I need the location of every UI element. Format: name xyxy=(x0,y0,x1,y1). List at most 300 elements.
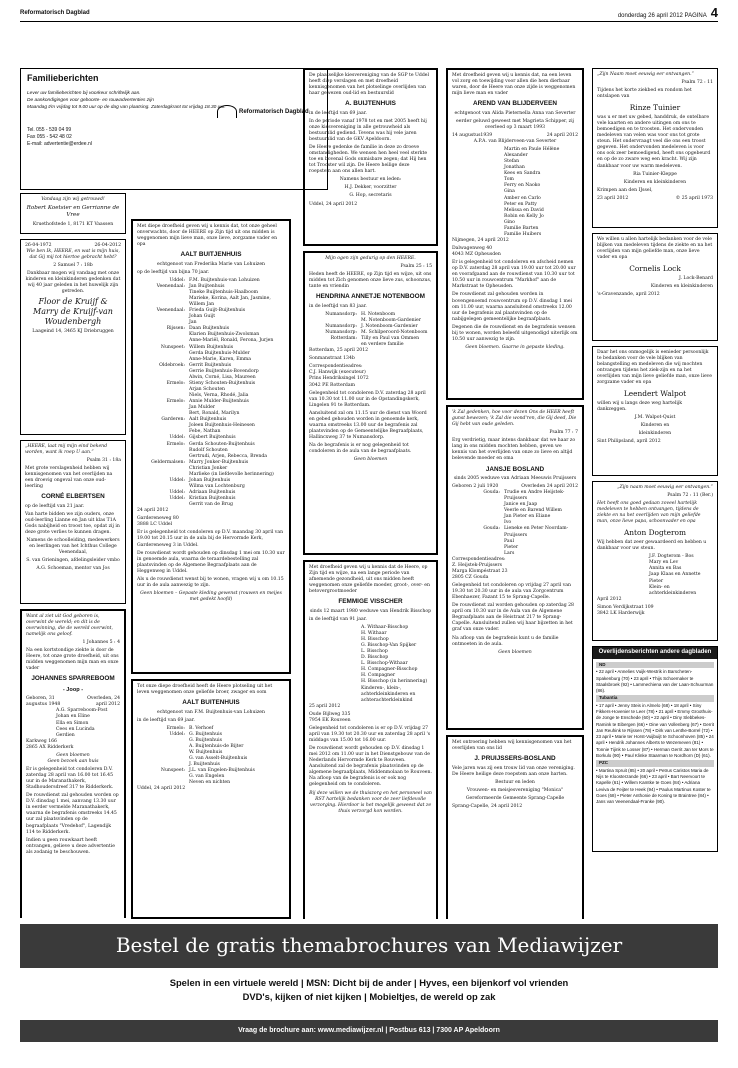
ad-ref: 2 Samuel 7 : 18b xyxy=(53,263,93,269)
ad-address: Dalwagenweg 40 4043 MZ Opheusden xyxy=(452,246,501,258)
email: E-mail: advertentie@erdee.nl xyxy=(27,141,92,147)
relative-name: Johan Guijt xyxy=(189,314,216,320)
ad-body: Erg verdrietig, maar intens dankbaar dat we haar zo lang in ons midden mochten hebben, geven we kennis van het overlijden van onze zo lieve en altijd belevende moeder en oma xyxy=(452,438,576,462)
deceased-spouse: eerder geluwd geweest met Magrieta Schipper, zij overleed op 3 maart 1993 xyxy=(456,118,574,130)
ad-correspondence: Correspondentieadres: C.J. Hanwijk (executeur) Prins Hendriksingel 1072 3042 PE Rotterdam xyxy=(309,364,369,388)
ad-signature: J. Lock-Benard xyxy=(679,276,713,282)
ad-sgp-uddel xyxy=(303,68,438,246)
relative-name: Jan xyxy=(189,320,197,326)
deceased-name: AALT BUITENHUIS xyxy=(182,699,240,707)
ad-names: Floor de Kruijf & Marry de Kruijf-van Woudenbergh xyxy=(33,297,113,327)
ad-signature: Kinderen en kleinkinderen xyxy=(650,284,713,290)
ad-body: De plaatselijke kiesvereniging van de SGP te Uddel heeft diep verslagen en met droefheid kennisgenomen van het plotselinge overlijden van haar gewezen oud-lid en bestuurslid xyxy=(309,73,429,97)
relative-name: Stefan xyxy=(504,159,520,165)
ad-signature: Namens bestuur en leden: xyxy=(339,177,402,183)
born: Geboren, 31 augustus 1948 xyxy=(26,696,61,708)
relative-name: G. van Engelen xyxy=(189,774,225,780)
relative-name: G. Buijtenhuis xyxy=(189,731,222,737)
relative-name: Gerrit Buijtenhuis xyxy=(189,362,232,368)
ad-buijtenhuis-siblings xyxy=(131,679,291,919)
info-line: Lever uw familieberichten bij voorkeur schriftelijk aan. xyxy=(27,91,141,96)
relative-name: H. Notenboom xyxy=(361,311,396,317)
relative-name: J.F. Dogterom - Bos xyxy=(649,554,694,560)
ad-thanks-tuinier xyxy=(592,68,718,228)
ad-body: Tijdens het korte ziekbed en rondom het ontslapen van xyxy=(597,88,692,100)
deceased-spouse: sinds 2005 weduwe van Adriaan Meeuwis Pruijssers xyxy=(453,475,577,481)
ad-signature: J.M. Walpot-Quist xyxy=(634,415,676,421)
relative-name: Kees en Sandra xyxy=(504,171,541,177)
deceased-name: AREND VAN BLIJDERVEEN xyxy=(473,100,557,108)
ad-quote: „Zijn Naam moet eeuwig eer ontvangen.” xyxy=(597,72,694,77)
relative: Gerdien xyxy=(56,732,75,738)
ad-body: Het heeft ons goed gedaan zoveel hartelijk medeleven te hebben ontvangen, tijdens de ziekte en na het overlijden van mijn geliefde man, onze lieve papa, schoonvader en opa xyxy=(597,501,701,525)
relative-place: Ermelo: xyxy=(166,399,185,405)
ad-body: Er is gelegenheid tot condoleren D.V. zaterdag 28 april van 16.00 tot 16.45 uur in de Maranathakerk, Stadhoudersdreef 317 te Ridderkerk. xyxy=(26,766,114,791)
relative-place: Gouda: xyxy=(483,490,500,496)
ad-signature: A.G. Schoeman, mentor van Jos xyxy=(36,566,110,572)
ad-body: Met ontroering hebben wij kennisgenomen van het overlijden van ons lid xyxy=(452,740,572,752)
phone: Tel. 055 - 539 04 99 xyxy=(27,127,72,133)
newspaper-section: ND xyxy=(596,662,714,668)
ad-signature: Ria Tuinier-Kleppe xyxy=(633,171,677,177)
relative-name: J.L. van Engelen-Buijtenhuis xyxy=(189,768,255,774)
ad-body: Heden heeft de HEERE, op Zijn tijd en wijze, uit ons midden tot Zich genomen onze lieve zus, schoonzus, tante en vriendin xyxy=(309,272,432,290)
ad-age: in de leeftijd van 69 jaar. xyxy=(137,717,195,723)
relative-name: Lieneke en Peter Noordam-Pruijssers xyxy=(504,526,569,538)
relative-row xyxy=(452,551,578,557)
ad-address: Kruethofstede 1, 8171 KT Vaassen xyxy=(32,221,114,227)
ad-date: Uddel, 24 april 2012 xyxy=(137,786,186,792)
relative-name: Arjan Schouten xyxy=(189,386,226,392)
ad-body: Na een kortstondige ziekte is door de Heere, tot onze grote droefheid, uit ons midden weggenomen mijn man en onze vader xyxy=(26,648,119,672)
ad-address: Simon Verdijkstraat 109 3842 LK Harderwijk xyxy=(597,604,654,616)
info-line: De aankondigingen voor geboorte- en rouwadvertenties zijn xyxy=(27,97,154,103)
deceased-nickname: - Joop - xyxy=(62,686,84,693)
ad-sparreboom xyxy=(20,609,126,918)
born: Geboren 2 juli 1920 xyxy=(452,484,499,490)
ad-body: Er is gelegenheid tot condoleren en afscheid nemen op D.V. zaterdag 28 april van 19.00 uur tot 20.00 uur en voorafgaand aan de rouwdienst van 10.30 uur tot 10.50 uur in rouwcentrum "Markhof" aan de Markstraat te Opheusden. xyxy=(452,260,576,290)
relative: Ella en Simon xyxy=(56,720,89,726)
ad-body: Vele jaren was zij een trouw lid van onze vereniging. De Heere heilige deze roepstem aan onze harten. xyxy=(452,765,575,777)
deceased-name: Cornelis Lock xyxy=(629,264,681,274)
relative-name: Marry Jonker-Buijtenhuis xyxy=(189,459,249,465)
relative-name: Melissa en David xyxy=(504,207,544,213)
column-4 xyxy=(446,68,584,919)
ad-notenboom xyxy=(303,251,438,555)
ad-quote: Want al ziet uit God geboren is, overwint de wereld; en dit is de overwinning, die de wereld overwint, namelijk ons geloof. xyxy=(26,613,113,638)
relative-name: Kinderen-, klein-, achterkleinkinderen en achterachterkleinkind xyxy=(361,685,416,703)
relative-name: Gerrie Buijtenhuis-Bovendorp xyxy=(189,368,259,374)
relative-name: Janice en Jaap xyxy=(504,502,538,508)
relative-name: Jan Buijtenhuis xyxy=(189,283,225,289)
relative-name: Robin en Kelly Jo xyxy=(504,213,544,219)
column-3 xyxy=(303,68,438,919)
relatives-list xyxy=(137,726,285,787)
ad-ref: Psalm 77 : 7 xyxy=(549,430,578,436)
relative-name: Tom xyxy=(504,177,514,183)
relative: Cees en Lucinda xyxy=(56,726,95,732)
ad-body: Als u de rouwdienst wenst bij te wonen, vragen wij u om 10.15 uur in de aula aanwezig te zijn. xyxy=(137,576,284,588)
ad-buijtenhuis-family xyxy=(131,219,291,674)
relative-name: J. Buijtenhuis xyxy=(189,762,220,768)
relative-place xyxy=(597,585,645,597)
overlijdensberichten-title: Overlijdensberichten andere dagbladen xyxy=(593,647,717,659)
deceased-spouse: echtgenoot van Frederika Marie van Lohuizen xyxy=(156,261,266,267)
ad-wedding xyxy=(20,193,126,234)
deceased-name: Anton Dogterom xyxy=(623,528,687,538)
relative-name: H. Withaar xyxy=(361,630,387,636)
ad-body: De rouwdienst wordt gehouden op D.V. dinsdag 1 mei 2012 om 11.00 uur in het Dienstgebouw van de Nederlands Hervormde Kerk te Rouveen. Aansluitend zal de begrafenis plaatsvinden op de algemene begraafplaats, Middenmolaan te Rouveen. Na afloop van de begrafenis is er ook nog gelegenheid om te condoleren. xyxy=(309,746,432,788)
relative-place xyxy=(137,296,185,308)
ad-note: Geen bloemen xyxy=(498,649,532,655)
relative-name: Amber en Carlo xyxy=(504,195,541,201)
relative-place: Gouda: xyxy=(483,526,500,532)
ad-age: in de leeftijd van 69 jaar. xyxy=(309,110,367,116)
ad-body: In de periode vanaf 1978 tot en met 2005 heeft hij onze kiesvereniging in alle getrouwheid als bestuurslid gediend. Tevens was hij vele jaren bestuurslid van de GKV Apeldoorn. xyxy=(309,118,427,142)
relative-name: L. Bisschop xyxy=(361,649,388,655)
ad-body: Met grote verslagenheid hebben wij kennisgenomen van het overlijden na een droevig ongeval van onze oud-leerling xyxy=(25,466,113,490)
ad-address: Gardereneweg 80 3888 LC Uddel xyxy=(137,516,179,528)
ad-body: Indien u geen rouwkaart heeft ontvangen, gelieve u deze advertentie als zodanig te beschouwen. xyxy=(26,837,115,855)
relative-name: Gerda Schouten-Buijtenhuis xyxy=(189,441,255,447)
header-rule xyxy=(20,21,718,22)
ad-signature: Kinderen en kleinkinderen xyxy=(623,179,687,185)
relative-name: Veerle en Barend Willem xyxy=(504,508,562,514)
ad-condolence-corne xyxy=(20,440,126,604)
relative-name: Lars xyxy=(504,550,515,556)
ad-signature: Kinderen en xyxy=(640,423,670,429)
relative-name: Ivo xyxy=(504,520,512,526)
paper-name: Reformatorisch Dagblad xyxy=(20,10,90,16)
relative-name: Willem Buijtenhuis xyxy=(189,344,234,350)
relative-name: en verdere familie xyxy=(361,342,404,348)
column-2 xyxy=(131,219,291,919)
relative-name: Febe, Nathan xyxy=(189,429,221,435)
relative-name: H. Bisschop xyxy=(361,637,389,643)
ad-body: Gelegenheid tot condoleren is er op D.V. vrijdag 27 april van 19.30 tot 20.30 uur en zaterdag 28 april 's middags van 15.00 tot 16.00 uur. xyxy=(309,725,431,744)
relative-name: Trudie en Andre Heijstek-Pruijssers xyxy=(504,490,565,502)
relative-place: Veenendaal: xyxy=(156,283,185,289)
ad-thanks-lock xyxy=(592,233,718,341)
overlijdensberichten-list xyxy=(593,659,717,808)
deceased-spouse: echtgenoot van Alida Pieternella Anna van Severter xyxy=(454,110,576,116)
relative-name: Ferry en Naoko xyxy=(504,183,541,189)
ad-body: willen wij u langs deze weg hartelijk dankzeggen. xyxy=(597,401,683,413)
ad-body: Daar het ons onmogelijk is eenieder persoonlijk te bedanken voor de vele blijken van belangstelling en medeleven die wij mochten ontvangen tijdens het ziek-zijn en na het overlijden van mijn lieve geliefde man, onze lieve zorgzame vader en opa xyxy=(597,350,712,386)
relative-name: Jonathan xyxy=(504,165,525,171)
relative-place: Numansdorp: xyxy=(325,323,357,329)
ad-body: Degenen die de rouwdienst en de begrafenis wensen bij te wonen, worden beleefd uitgenodigd uiterlijk om 10.50 uur aanwezig te zijn. xyxy=(452,324,578,342)
ad-body: Er is gelegenheid tot condoleren op D.V. maandag 30 april van 19.00 tot 20.15 uur in de aula bij de Hervormde Kerk, Gardereneweg 3 in Uddel. xyxy=(137,530,284,548)
ad-signature: H.J. Dekker, voorzitter xyxy=(344,185,397,191)
ad-body: Aansluitend zal om 11.15 uur de dienst van Woord en gebed gehouden worden in genoemde kerk, waarna omstreeks 13.00 uur de begrafenis zal plaatsvinden op de Gemeentelijke Begraafplaats, Hallincxweg 37 te Numansdorp. xyxy=(309,410,427,441)
fax: Fax 055 - 542 48 02 xyxy=(27,134,72,140)
ad-signature: Vrouwen- en meisjesvereniging "Monica" xyxy=(466,787,564,793)
ad-note: Geen bloemen – Gepaste kleding gewenst (rouwen en meijes met gedekt hoofd) xyxy=(140,590,282,603)
relative-row xyxy=(309,686,432,704)
relative-name: Marieke, Korina, Aalt Jan, Jasmine, Willem Jan xyxy=(189,296,271,308)
relative-place xyxy=(452,551,500,557)
relative-name: Klein- en achterkleinkinderen xyxy=(649,584,697,596)
deceased-name: JANSJE BOSLAND xyxy=(485,465,545,473)
ad-age: op de leeftijd van bijna 70 jaar. xyxy=(137,269,210,275)
relatives-list xyxy=(309,312,432,348)
ad-body: We willen u allen hartelijk bedanken voor de vele blijken van medeleven tijdens de ziekte en na het overlijden van mijn geliefde man, onze lieve vader en opa xyxy=(597,237,713,261)
relative-place: Uddel: xyxy=(169,435,185,441)
relative-name: G. van Asselt-Buijtenhuis xyxy=(189,756,248,762)
page-header xyxy=(0,0,738,24)
relative-name: Gerrit van de Brug xyxy=(189,502,233,508)
rd-logo-text: Reformatorisch Dagblad xyxy=(239,108,309,115)
relative-place: Ermelo: xyxy=(166,441,185,447)
relative-row xyxy=(452,490,578,502)
relative-name: G. Buijtenhuis xyxy=(189,737,222,743)
ad-quote: Mijn ogen zijn gedurig op den HEERE. xyxy=(325,256,416,261)
ad-date: 25 april 2012 xyxy=(309,703,341,709)
relative-name: Niels, Verna, Rhodé, Jalia xyxy=(189,393,249,399)
relative-name: Paul xyxy=(504,538,515,544)
banner-topics-line1: Spelen in een virtuele wereld | MSN: Dicht bij de ander | Hyves, een bijenkorf vol vrienden xyxy=(169,977,569,988)
ad-note: Geen bloemen xyxy=(353,457,388,463)
ad-date: April 2012 xyxy=(597,596,622,602)
deceased-name: FEMMIGE VISSCHER xyxy=(338,598,403,606)
ad-ref: Psalm 72 : 11 (Ber.) xyxy=(667,493,713,499)
relative-name: Gertrudi, Arjen, Rebecca, Brenda xyxy=(189,453,268,459)
deceased-name: A. BUIJTENHUIS xyxy=(345,100,396,108)
ad-ref: © 25 april 1973 xyxy=(675,195,713,201)
ad-address: Karkweg 166 2865 AX Ridderkerk xyxy=(26,738,74,750)
overlijdensberichten-box xyxy=(592,646,718,852)
ad-age: op de leeftijd van 21 jaar. xyxy=(25,503,85,509)
ad-body: Na afloop van de begrafenis kunt u de familie ontmoeten in de aula. xyxy=(452,635,559,647)
deceased-name: J. PRUIJSSERS-BOSLAND xyxy=(474,755,556,763)
relative-name: M. Notenboom-Gardenier xyxy=(361,317,421,323)
date-label: donderdag 26 april 2012 PAGINA xyxy=(617,13,707,19)
relative-name: Pieter xyxy=(649,578,664,584)
relative-row xyxy=(452,526,578,538)
ad-body: Dankbaar mogen wij vandaag met onze kinderen en kleinkinderen gedenken dat wij 40 jaar geleden in het huwelijk zijn getreden. xyxy=(25,271,121,295)
relative-name: Anne-Mariël, Ronald, Ferona, Jurjen xyxy=(189,338,274,344)
relative-name: D. Bisschop xyxy=(361,655,389,661)
page-number: 4 xyxy=(710,5,718,20)
ad-body: De rouwdienst zal worden gehouden op zaterdag 28 april om 10.30 uur in de Aula van de Algemene Begraafplaats aan de Heistraat 217 te Sprang-Capelle. Aansluitend zullen wij haar bijzetten in het graf van onze vader. xyxy=(452,603,574,633)
relative-place: Ermelo: xyxy=(166,725,185,731)
ad-signature: Bestuur en leden xyxy=(495,779,535,785)
ad-visscher xyxy=(303,560,438,919)
ad-age: in de leeftijd van 83 jaar. xyxy=(309,303,367,309)
ad-ref: Psalm 25 : 15 xyxy=(400,264,432,270)
relative: A.G. Sparreboom-Post xyxy=(56,708,108,714)
relative-name: Mary en Lev xyxy=(649,560,679,566)
relative-name: Wilma van Lochtenburg xyxy=(189,483,245,489)
relative-place: Uddel: xyxy=(169,277,185,283)
relative-name: Christian Jonker xyxy=(189,465,228,471)
ad-note: Geen bloemen Geen bezoek aan huis xyxy=(47,752,99,764)
ad-body: Met droefheid geven wij u kennis dat de Heere, op Zijn tijd en wijze, na een lange periode van afnemende gezondheid, uit ons midden heeft weggenomen onze geliefde moeder, groot-, over- en betovergrootmoeder xyxy=(309,565,430,595)
ad-correspondence: Correspondentieadres: Z. Heijstek-Pruijssers Marga Klompéstraat 23 2805 CZ Gouda xyxy=(452,556,508,580)
relative-row xyxy=(137,296,285,308)
relative-name: Annita en Bas xyxy=(649,566,682,572)
column-1 xyxy=(20,193,126,918)
ad-anniversary xyxy=(20,239,126,435)
ad-body: Van harte bidden we zijn ouders, onze oud-leerling Lianne en Jan uit klas T1A Gods nabijheid en troost toe, opdat zij in deze grote verlies te kunnen dragen. xyxy=(25,511,120,536)
relative-name: Gino xyxy=(504,219,515,225)
died: Overleden 24 april 2012 xyxy=(521,484,578,490)
relative-name: Jan Pieter en Eliane xyxy=(504,514,551,520)
relative-name: Martin en Paule Hélène xyxy=(504,147,560,153)
ad-body: De Heere gedenke de familie in deze zo droeve omstandigheden. We wensen hen heel veel sterkte toe en bovenal Gods onmisbare zegen; dat Hij hen tot Trooster wil zijn. De Heere heilige deze roepstem aan ons allen hart. xyxy=(309,145,428,175)
familieberichten-title: Familieberichten xyxy=(27,73,99,83)
ad-date: 23 april 2012 xyxy=(597,195,629,201)
relative-place xyxy=(309,686,357,704)
relative-place: Rijssen: xyxy=(166,326,185,332)
relative-name: H. Bisschop (in herinnering) xyxy=(361,679,428,685)
info-line: Maandag t/m vrijdag tot 9.00 uur op de dag van plaatsing. Zaterdagkrant tot vrijdag 18.30 uur. xyxy=(27,104,226,110)
obituary-list-text: • Martina Spruit (85) • 20 april • Petrus Caristos Maria de Nijs te Kloosterzande (66) • 23 april • Bart Neervoort te Kapelle (61) • Willem Kamtke te Goes (84) • Adriana Leviva de Feijter te Heek (94) • Paulus Martinus Koster te Goes (68) • Pieter Anthonie de Koning te Braintree (84) • Jans van Veenendaal-Franke (90). xyxy=(596,767,711,805)
ad-signature: G. Hop, secretaris xyxy=(349,193,392,199)
died: Overleden, 24 april 2012 xyxy=(87,696,120,708)
relative-place: Uddel: xyxy=(169,731,185,737)
ad-note: Geen bloemen. Gaarne in gepaste kleding. xyxy=(465,344,565,350)
banner-title-bar xyxy=(20,924,718,968)
deceased-name: CORNÉ ELBERTSEN xyxy=(41,493,105,501)
relative-name: Klarien Buijtenhuis-Zwolsman xyxy=(189,332,260,338)
relative-name: Daan Buijtenhuis xyxy=(189,326,230,332)
relative-place: Nunspeet: xyxy=(160,344,185,350)
relatives-list xyxy=(137,278,285,508)
column-5 xyxy=(592,68,718,919)
relative: Johan en Eline xyxy=(56,714,90,720)
relative-place: Ermelo: xyxy=(166,380,185,386)
relatives-list xyxy=(452,490,578,557)
ad-text: Vandaag zijn wij getrouwd! xyxy=(41,197,105,202)
relative-place: Numansdorp: xyxy=(325,311,357,317)
relative-name: Bert, Ronald, Marilyn xyxy=(189,411,240,417)
relative-name: A. Withaar-Bisschop xyxy=(361,624,409,630)
relative-name: Alexander xyxy=(504,153,528,159)
relative-place: Numansdorp: xyxy=(325,330,357,336)
relative-name: G. Bisschop-Van Spijker xyxy=(361,643,417,649)
relative-name: Gerda Buijtenhuis-Mulder xyxy=(189,350,250,356)
deceased-spouse: echtgenoot van F.M. Buijtenhuis-van Lohuizen xyxy=(157,709,265,715)
ad-address: Laageind 14, 3465 KJ Driebruggen xyxy=(32,329,114,335)
ad-body: Wij hebben dat zeer gewaardeerd en hebben u dankbaar voor uw steun. xyxy=(597,540,707,552)
relative-name: Gijsbert Buijtenhuis xyxy=(189,435,236,441)
relative-name: F.M. Buijtenhuis-van Lohuizen xyxy=(189,277,260,283)
page-date xyxy=(618,5,718,20)
relative-row xyxy=(597,585,713,597)
relative-place: Geldermalsen: xyxy=(151,459,185,465)
relative-name: H. Compagner-Bisschop xyxy=(361,667,418,673)
born: 14 augustus1939 xyxy=(452,132,493,138)
ad-ref: Psalm 72 : 11 xyxy=(681,80,713,86)
relative-place: Garderen: xyxy=(161,417,185,423)
ad-quote: 'k Zal gedenken, hoe voor dezen Ons de HEER heeft gunst bewezen; 'k Zal die wond'ren, die Gij deed, Die Gij hebt van oude geleden. xyxy=(452,410,577,428)
ad-date: Rotterdam, 25 april 2012 xyxy=(309,348,369,354)
ad-date: Sint Philipsland, april 2012 xyxy=(597,439,661,445)
ad-thanks-dogterom xyxy=(592,481,718,641)
ad-date: Uddel, 24 april 2012 xyxy=(309,201,358,207)
ad-signature: S. van Grieningen, afdelingsleider vmbo xyxy=(26,558,120,564)
relative-name: Joleen Buijtenhuis-Heinesen xyxy=(189,423,255,429)
ad-body: Met diepe droefheid geven wij u kennis dat, tot onze geheel onverwachts, door de HEERE op Zijn tijd uit ons midden is weggenomen mijn lieve man, onze lieve, zorgzame vader en opa xyxy=(137,224,278,248)
ad-address: Sonmanstraat 134b xyxy=(309,356,355,362)
relative-name: Stieny Schouten-Buijtenhuis xyxy=(189,380,256,386)
date-end: 26-04-2012 xyxy=(94,242,121,248)
ad-body: was u er met uw gebed, handdruk, de ontelbare vele kaarten en andere uitingen om ons te bemoedigen en te troosten. Het ondervonden medeleven van velen was voor ons tot grote steun. Het ondervraagt veel die ons een troost gegeven. Het ondervonden medeleven is voor ons ook zeer bemoedigend, heeft ons opgebeurd en op de zo zware weg een kracht. Wij zijn dankbaar voor uw warm medeleven. xyxy=(597,115,711,169)
relative-name: Pieter xyxy=(504,544,519,550)
relatives-list xyxy=(597,554,713,596)
banner-topics xyxy=(20,968,718,1020)
relative-name: M. Schilperoord-Notenboom xyxy=(361,330,428,336)
relative-place: Oldebroek: xyxy=(159,362,185,368)
ad-age: in de leeftijd van 91 jaar. xyxy=(309,616,367,622)
deceased-name: Leendert Walpot xyxy=(623,389,687,399)
relative-name: B. Verhoef xyxy=(189,725,214,731)
banner-title: Bestel de gratis themabrochures van Mediawijzer xyxy=(115,933,623,957)
newspaper-section: Tubantia xyxy=(596,695,714,701)
relative-name: Aalt Buijtenhuis xyxy=(189,417,227,423)
date-start: 26-04-1972 xyxy=(25,242,52,248)
relatives-list xyxy=(452,147,578,238)
relative-name: Anne-Marie, Karen, Emma xyxy=(189,356,252,362)
contact-info xyxy=(27,127,92,148)
relative-place: Veenendaal: xyxy=(156,308,185,314)
deceased-name: AALT BUITJENHUIS xyxy=(180,251,242,259)
relative-name: Gina xyxy=(504,189,515,195)
relative-place: Rotterdam: xyxy=(330,336,357,342)
ad-ref: Psalm 31 : 18a xyxy=(86,458,121,463)
obituary-list-text: • 17 april • Jenny Steis in Almelo (68) • 18 april • Siny Fikkers-Hovenier te Leer (78) • 21 april • Emmy Groothuis-de Jonge te Enschede (60) • 22 april • Diny Slebbekes-Ramink te Eibergen (66) • Oine van Vollenberg (67) • Gerrit Jan Reuhink te Rijssen (78) • Dirk van Lenthe-Borrel (72) • 23 april • Marie ter Horst-Vuijbuijt te Schoonhoven (85) • 24 april • Hendrik Johannes Alberts te Wezemeven (81) • Tonnie Tijink te Losser (87) • Herman Gerrit Jan ter Mors te Borkulo (90) • Paul Klinke Staarman te Nordhorn (D) (61). xyxy=(596,702,714,759)
ad-address: Oude Bijlweg 335 7954 EK Rouveen xyxy=(309,711,351,723)
ad-body: Gelegenheid tot condoleren D.V. zaterdag 28 april van 10.30 tot 11.00 uur in de Opstandingskerk, Lingelen 91 te Rotterdam. xyxy=(309,390,426,408)
relative-name: Johan Buijtenhuis xyxy=(189,477,231,483)
relative-place: Uddel: xyxy=(169,490,185,496)
relative-name: Jaap Klaas en Annette xyxy=(649,572,701,578)
deceased-name: HENDRINA ANNETJE NOTENBOOM xyxy=(316,293,425,301)
deceased-name: JOHANNES SPARREBOOM xyxy=(31,675,115,683)
relative-name: Kristian Buijtenhuis xyxy=(189,496,236,502)
banner-order-link[interactable]: Vraag de brochure aan: www.mediawijzer.nl | Postbus 613 | 7300 AP Apeldoorn xyxy=(20,1020,718,1042)
relative-name: Adriaan Buijtenhuis xyxy=(189,490,236,496)
ad-signature: Gereformeerde Gemeente Sprang-Capelle xyxy=(465,795,565,801)
relative-name: Peter en Patty xyxy=(504,201,537,207)
rd-logo xyxy=(217,105,309,118)
relative-name: Jan Mulder xyxy=(189,405,215,411)
relative-name: Marlieke (in liefdevolle herinnering) xyxy=(189,471,274,477)
ad-signature: kleinkinderen xyxy=(638,431,672,437)
relative-place: Nunspeet: xyxy=(160,768,185,774)
ad-signature: Namens de schoolleiding, medewerkers en leerlingen van het Ichthus College Veenendaal, xyxy=(26,538,120,556)
relatives-list xyxy=(309,625,432,704)
relative-name: W. Buijtenhuis xyxy=(189,749,223,755)
relative-name: L. Bisschop-Withaar xyxy=(361,661,408,667)
ad-body: De rouwdienst zal gehouden worden in bovengenoemd rouwcentrum op D.V. dinsdag 1 mei om 11.00 uur, waarna aansluitend omstreeks 12.00 uur de begrafenis zal plaatsvinden op de nabijgelegen gemeentelijke begraafplaats. xyxy=(452,292,573,322)
mediawijzer-banner xyxy=(20,924,718,1042)
ad-quote: „Zijn naam moet eeuwig eer ontvangen.” xyxy=(617,485,713,490)
ad-names: Robert Koetsier en Gerrianne de Vree xyxy=(26,205,120,219)
ad-body: De rouwdienst wordt gehouden op dinsdag 1 mei om 10.30 uur in genoemde aula, waarna de teraardebestelling zal plaatsvinden op de Algemene Begraafplaats aan de Heggenweg in Uddel. xyxy=(137,550,285,574)
ad-body: Na de begrafenis is er nog gelegenheid tot condoleren in de aula van de begraafplaats. xyxy=(309,443,412,455)
relative-name: Neven en nichten xyxy=(189,780,231,786)
relative-name: Annie Mulder-Buijtenhuis xyxy=(189,399,249,405)
relative-name: Alwin, Corné, Lisa, Maureen xyxy=(189,374,256,380)
relative-name: Frieda Guijt-Buijtenhuis xyxy=(189,308,246,314)
familieberichten-box xyxy=(20,68,328,190)
banner-topics-line2: DVD's, kijken of niet kijken | Mobieltjes, de wereld op zak xyxy=(242,990,496,1002)
relative-name: Tineke Buijtenhuis-Haalboom xyxy=(189,289,259,295)
ad-bosland xyxy=(446,405,584,730)
